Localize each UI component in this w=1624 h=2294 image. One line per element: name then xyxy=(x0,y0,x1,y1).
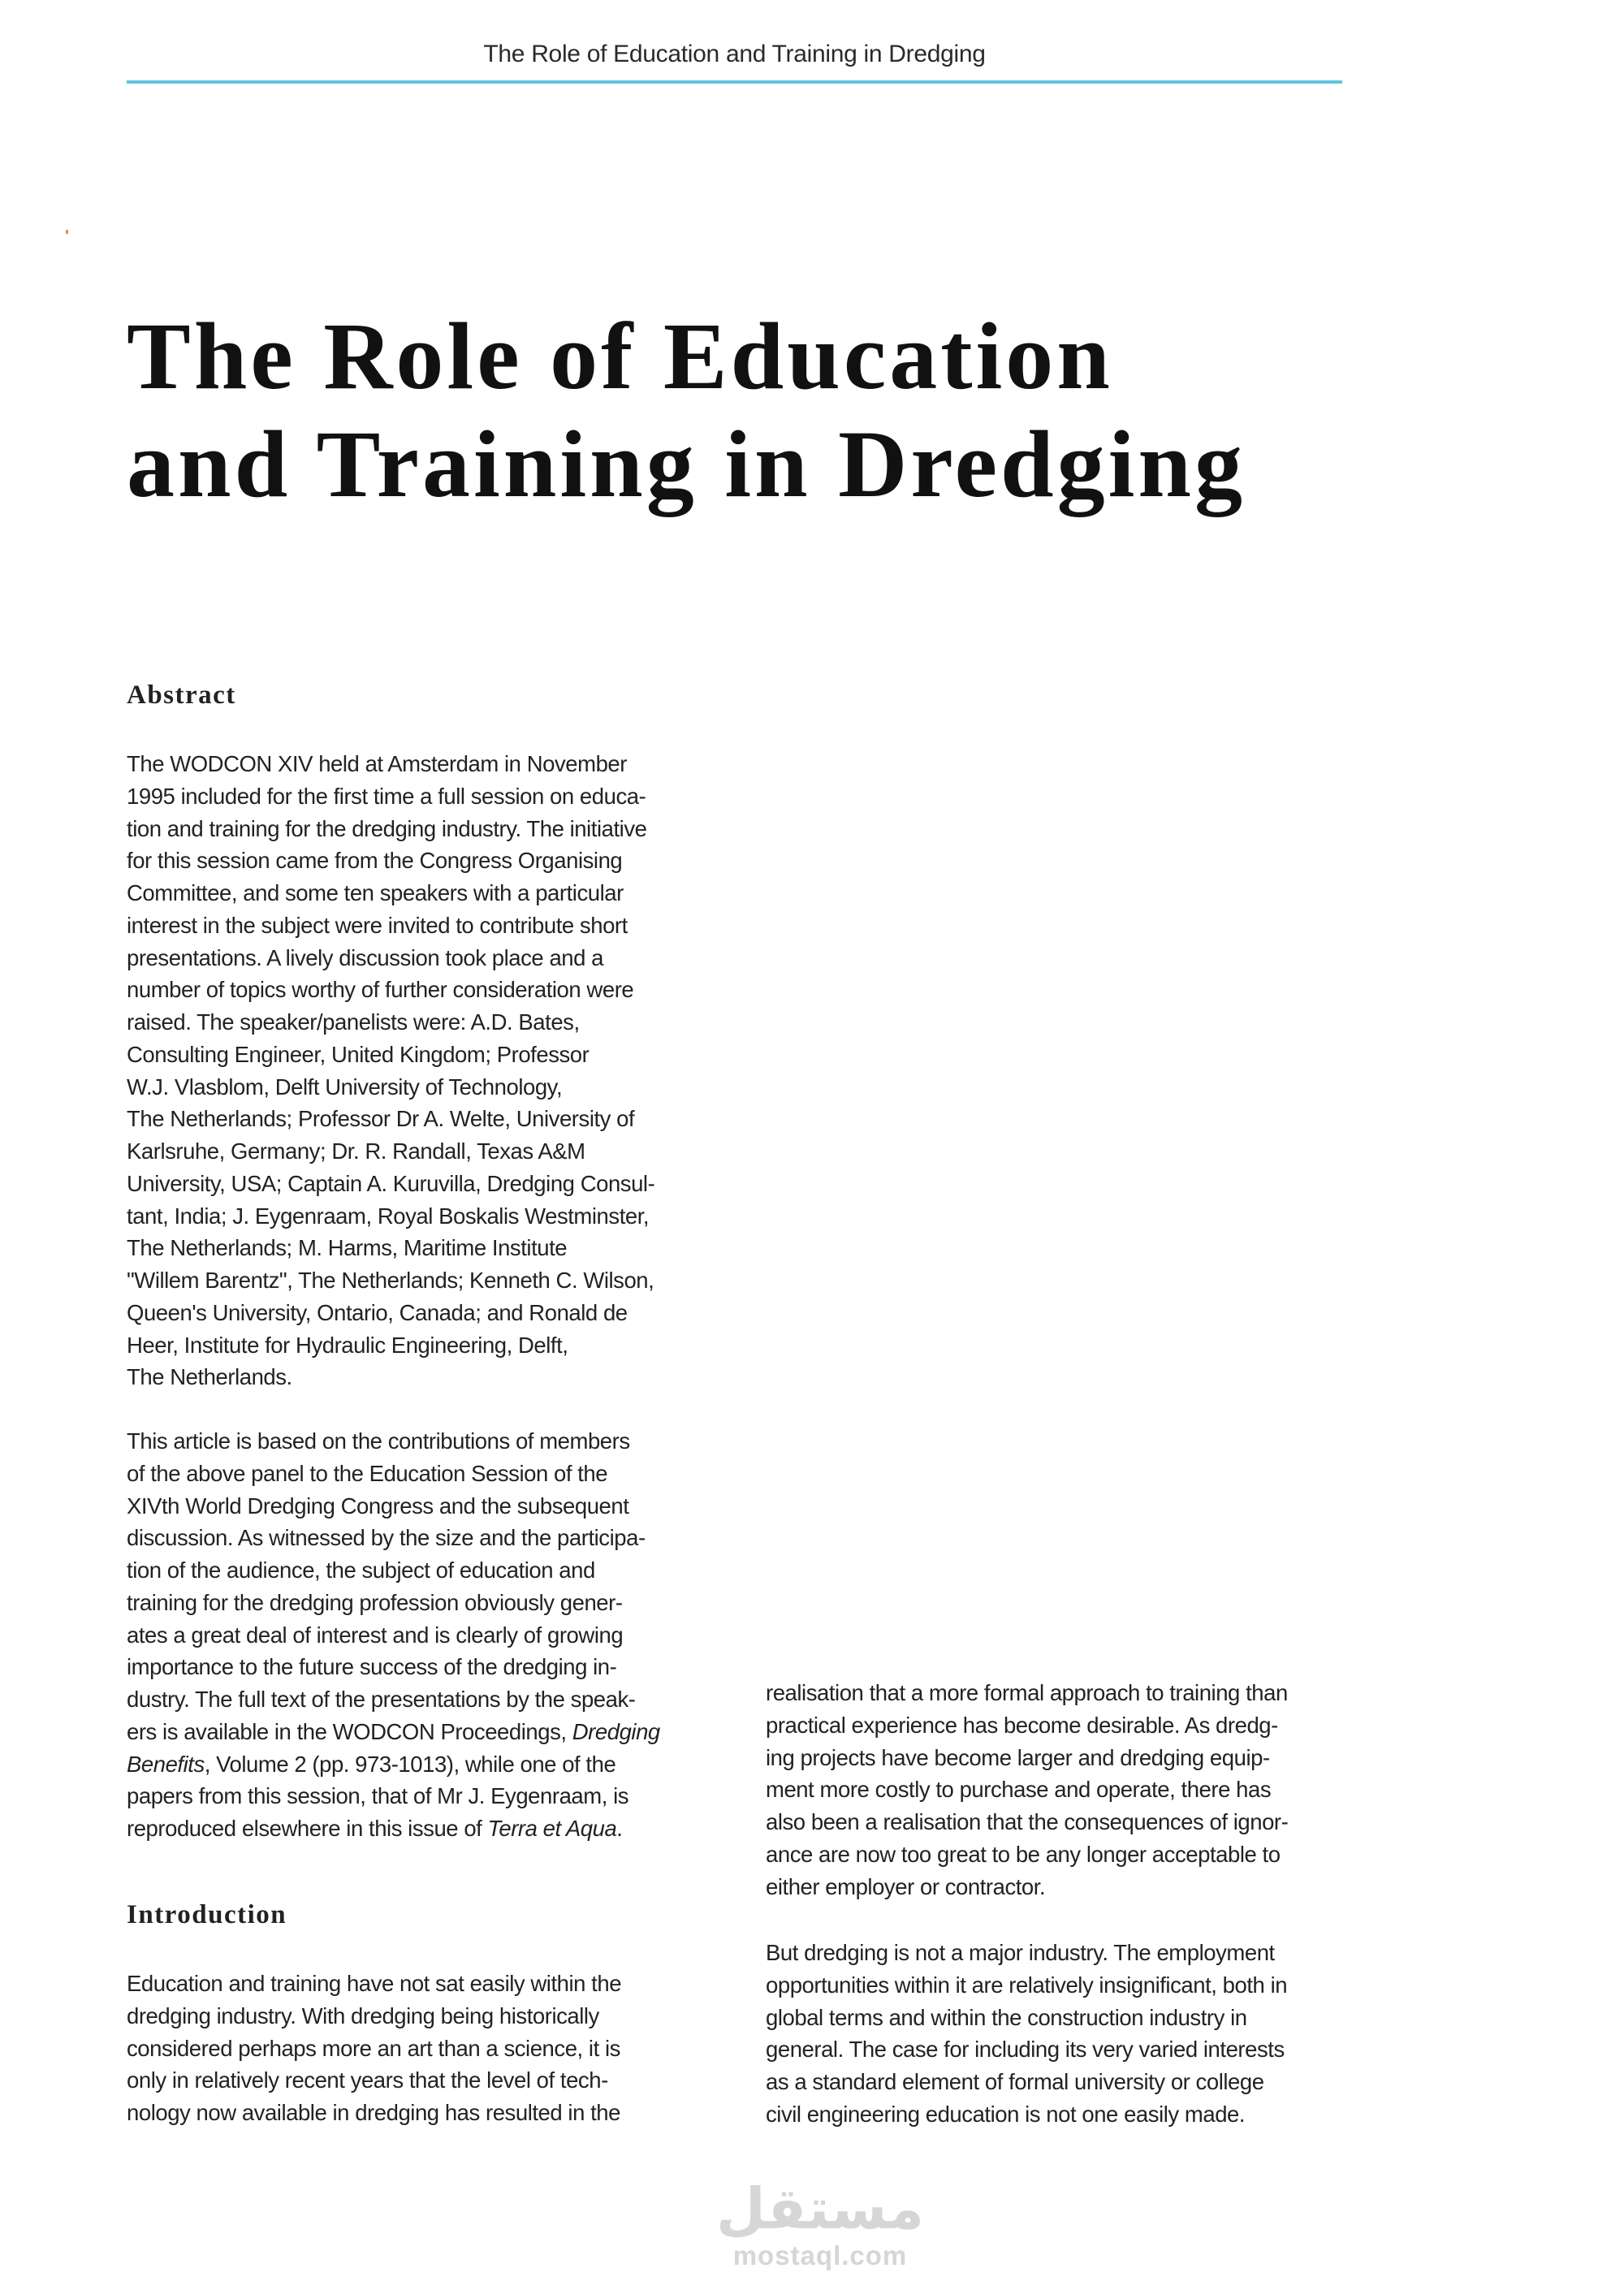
text-line: dustry. The full text of the presentations by the speak- xyxy=(127,1687,636,1712)
watermark-logo xyxy=(715,2176,926,2270)
text-line: The Netherlands. xyxy=(127,1364,292,1390)
text-line: of the above panel to the Education Session of the xyxy=(127,1460,608,1486)
text-line: presentations. A lively discussion took place and a xyxy=(127,944,604,970)
title-line-1: The Role of Education xyxy=(127,303,1113,409)
right-column-paragraph-1 xyxy=(766,1677,1288,1903)
text-line: general. The case for including its very varied interests xyxy=(766,2037,1285,2063)
title-line-2: and Training in Dredging xyxy=(127,411,1246,517)
text-line: tion of the audience, the subject of education and xyxy=(127,1557,595,1583)
watermark-latin: mostaql.com xyxy=(732,2240,908,2270)
text-line: W.J. Vlasblom, Delft University of Technology, xyxy=(127,1074,563,1099)
text-line: nology now available in dredging has resulted in the xyxy=(127,2100,620,2125)
text-line: ing projects have become larger and dredging equip- xyxy=(766,1744,1270,1770)
introduction-heading: Introduction xyxy=(127,1900,287,1929)
text-line: either employer or contractor. xyxy=(766,1873,1046,1899)
text-line: The Netherlands; Professor Dr A. Welte, University of xyxy=(127,1106,635,1132)
text-line: Education and training have not sat easily within the xyxy=(127,1971,622,1996)
text-line: Heer, Institute for Hydraulic Engineering, Delft, xyxy=(127,1332,568,1358)
text-line: training for the dredging profession obviously gener- xyxy=(127,1589,623,1615)
text-line: practical experience has become desirable. As dredg- xyxy=(766,1712,1278,1738)
text-line: number of topics worthy of further consideration were xyxy=(127,977,634,1003)
text-line: tant, India; J. Eygenraam, Royal Boskalis Westminster, xyxy=(127,1203,650,1229)
text-run: , Volume 2 (pp. 973-1013), while one of the xyxy=(204,1751,616,1777)
article-title xyxy=(127,302,1246,518)
abstract-heading: Abstract xyxy=(127,680,236,710)
text-line: also been a realisation that the consequences of ignor- xyxy=(766,1809,1289,1834)
text-line xyxy=(127,1812,660,1845)
text-line: 1995 included for the first time a full session on educa- xyxy=(127,783,646,809)
text-line xyxy=(127,1716,660,1748)
text-line: ment more costly to purchase and operate, there has xyxy=(766,1777,1272,1803)
watermark-arabic: مستقل xyxy=(715,2175,924,2242)
text-line: papers from this session, that of Mr J. Eygenraam, is xyxy=(127,1783,629,1809)
right-column-paragraph-2 xyxy=(766,1937,1287,2131)
text-line: global terms and within the construction industry in xyxy=(766,2004,1247,2030)
text-line: Committee, and some ten speakers with a particular xyxy=(127,880,624,905)
text-line: discussion. As witnessed by the size and the participa- xyxy=(127,1525,646,1551)
text-line: The WODCON XIV held at Amsterdam in November xyxy=(127,751,627,776)
proceedings-title: Benefits xyxy=(127,1751,205,1777)
proceedings-title: Dredging xyxy=(572,1718,660,1744)
text-run: reproduced elsewhere in this issue of xyxy=(127,1816,488,1841)
introduction-paragraph-1 xyxy=(127,1968,621,2129)
abstract-paragraph-1 xyxy=(127,748,654,1393)
abstract-paragraph-2 xyxy=(127,1425,660,1845)
text-line: Queen's University, Ontario, Canada; and Ronald de xyxy=(127,1299,628,1325)
text-line: civil engineering education is not one easily made. xyxy=(766,2101,1246,2127)
text-line: Karlsruhe, Germany; Dr. R. Randall, Texas A&M xyxy=(127,1138,585,1164)
text-line: interest in the subject were invited to contribute short xyxy=(127,912,628,938)
text-line: for this session came from the Congress Organising xyxy=(127,848,623,874)
text-line: ance are now too great to be any longer acceptable to xyxy=(766,1841,1281,1867)
text-line: raised. The speaker/panelists were: A.D. Bates, xyxy=(127,1009,580,1035)
text-line: University, USA; Captain A. Kuruvilla, Dredging Consul- xyxy=(127,1170,655,1196)
text-line: The Netherlands; M. Harms, Maritime Institute xyxy=(127,1235,568,1261)
text-line: Consulting Engineer, United Kingdom; Professor xyxy=(127,1041,590,1067)
text-line: only in relatively recent years that the level of tech- xyxy=(127,2067,608,2093)
text-line xyxy=(127,1748,660,1781)
text-line: realisation that a more formal approach to training than xyxy=(766,1680,1288,1705)
text-line: importance to the future success of the dredging in- xyxy=(127,1654,617,1680)
text-line: opportunities within it are relatively insignificant, both in xyxy=(766,1972,1288,1998)
stray-mark xyxy=(66,230,68,234)
text-line: This article is based on the contributions of members xyxy=(127,1428,630,1454)
text-line: considered perhaps more an art than a science, it is xyxy=(127,2035,620,2061)
header-rule xyxy=(127,80,1342,84)
text-line: "Willem Barentz", The Netherlands; Kenneth C. Wilson, xyxy=(127,1268,654,1293)
journal-title: Terra et Aqua xyxy=(487,1816,617,1841)
text-run: . xyxy=(616,1816,623,1841)
running-head: The Role of Education and Training in Dredging xyxy=(483,41,986,67)
text-line: But dredging is not a major industry. The employment xyxy=(766,1940,1275,1965)
text-line: as a standard element of formal university or college xyxy=(766,2069,1264,2094)
text-line: ates a great deal of interest and is clearly of growing xyxy=(127,1622,624,1648)
text-line: dredging industry. With dredging being historically xyxy=(127,2002,599,2028)
text-line: XIVth World Dredging Congress and the subsequent xyxy=(127,1493,629,1519)
text-line: tion and training for the dredging industry. The initiative xyxy=(127,815,647,841)
text-run: ers is available in the WODCON Proceedings, xyxy=(127,1718,572,1744)
